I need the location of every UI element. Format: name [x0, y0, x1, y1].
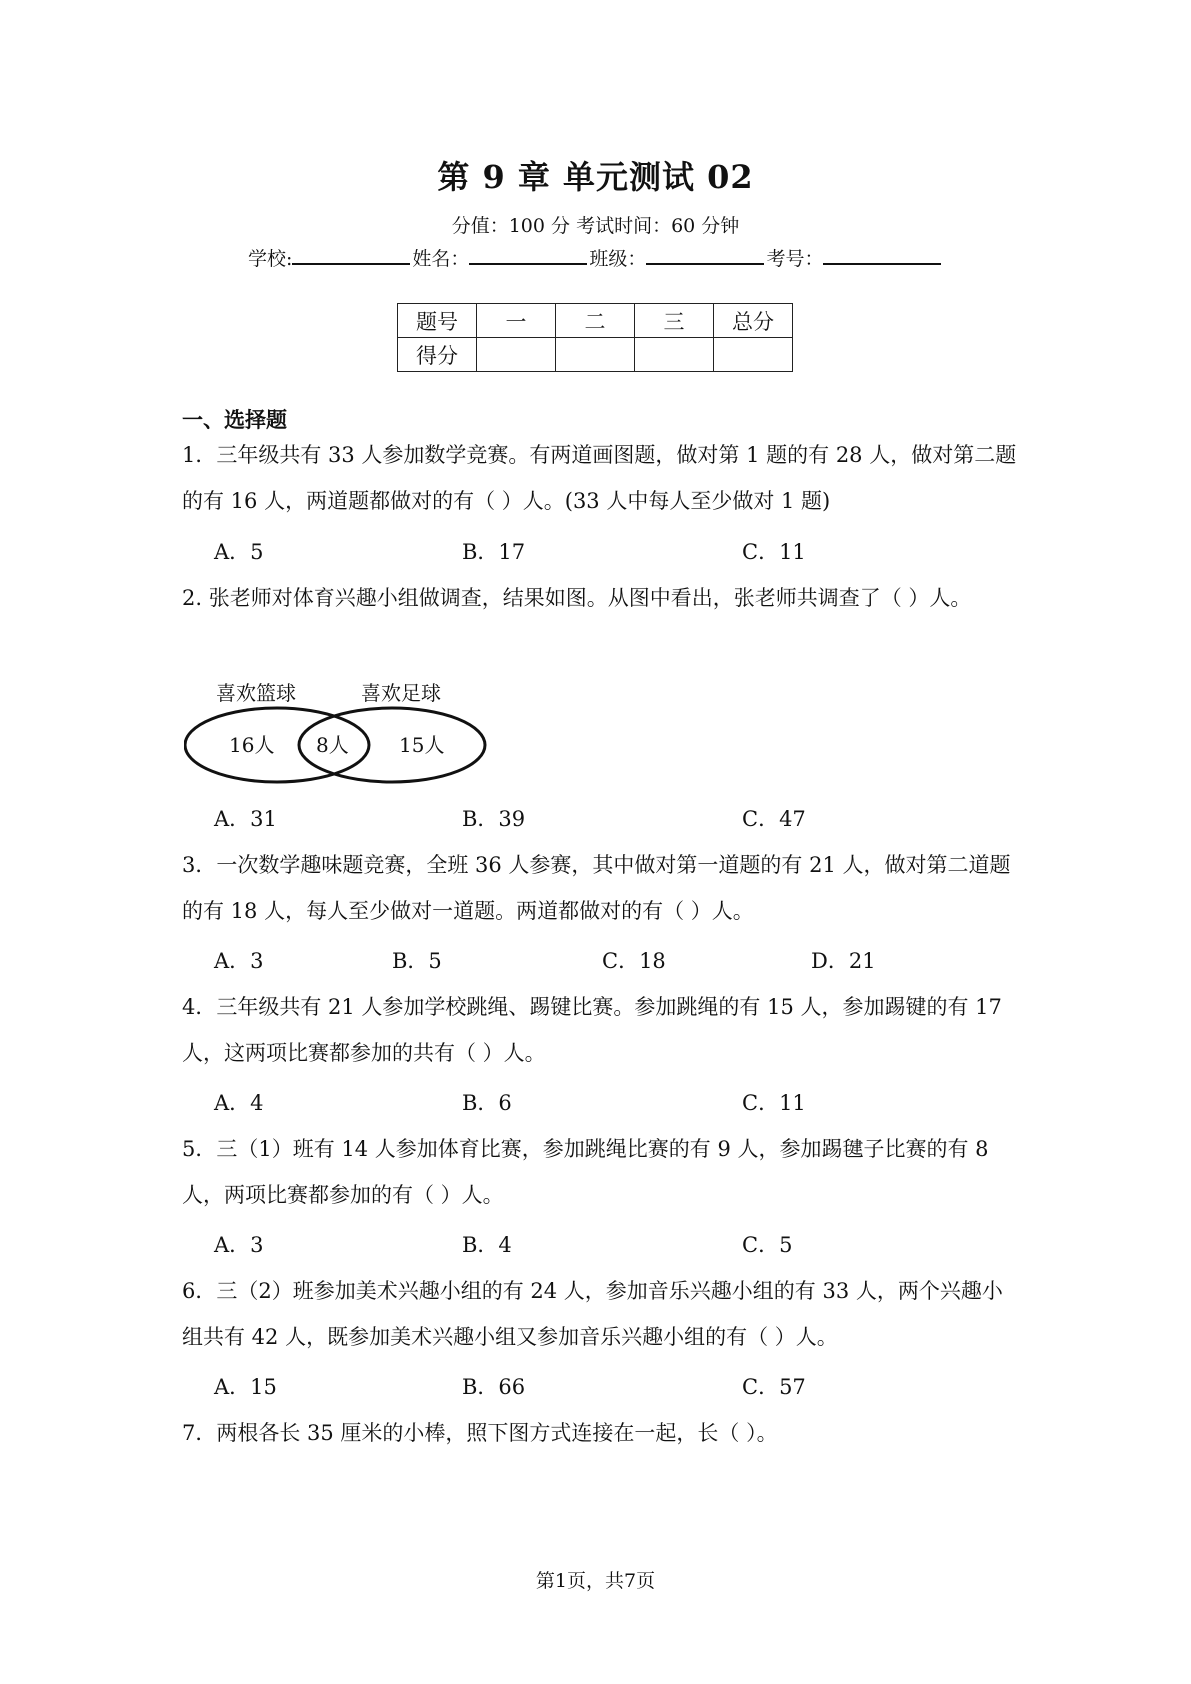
venn-diagram: [184, 670, 494, 785]
score-table: [397, 303, 793, 372]
score-cell[interactable]: [477, 338, 556, 372]
venn-left-label: 喜欢篮球: [216, 681, 296, 705]
option[interactable]: B．6: [462, 1091, 512, 1115]
option[interactable]: A．31: [214, 807, 277, 831]
question-7: 7．两根各长 35 厘米的小棒，照下图方式连接在一起，长（ ）。: [182, 1421, 778, 1445]
option[interactable]: C．47: [742, 807, 806, 831]
question-5: 5．三（1）班有 14 人参加体育比赛，参加跳绳比赛的有 9 人，参加踢毽子比赛的有 8 人，两项比赛都参加的有（ ）人。: [182, 1137, 989, 1207]
score-table-score-row: [398, 338, 793, 372]
name-label: 姓名：: [412, 248, 470, 270]
question-6: 6．三（2）班参加美术兴趣小组的有 24 人，参加音乐兴趣小组的有 33 人，两个兴趣小组共有 42 人，既参加美术兴趣小组又参加音乐兴趣小组的有（ ）人。: [182, 1279, 1003, 1349]
number-label: 考号：: [766, 248, 824, 270]
option[interactable]: B．17: [462, 540, 526, 564]
exam-subtitle: 分值：100 分 考试时间：60 分钟: [451, 215, 740, 237]
score-header-cell: 二: [556, 304, 635, 338]
class-blank[interactable]: [646, 245, 764, 265]
option[interactable]: C．18: [602, 949, 666, 973]
name-blank[interactable]: [469, 245, 587, 265]
class-label: 班级：: [589, 248, 647, 270]
student-info-line: [248, 244, 943, 271]
venn-left-value: 16人: [229, 733, 275, 757]
option[interactable]: A．4: [214, 1091, 264, 1115]
venn-right-label: 喜欢足球: [361, 681, 441, 705]
question-2: 2. 张老师对体育兴趣小组做调查，结果如图。从图中看出，张老师共调查了（ ）人。: [182, 586, 972, 610]
score-header-cell: 题号: [398, 304, 477, 338]
score-header-cell: 一: [477, 304, 556, 338]
number-blank[interactable]: [823, 245, 941, 265]
score-cell[interactable]: [556, 338, 635, 372]
score-cell[interactable]: [714, 338, 793, 372]
option[interactable]: C．11: [742, 1091, 806, 1115]
option[interactable]: C．57: [742, 1375, 806, 1399]
score-row-label: 得分: [398, 338, 477, 372]
school-blank[interactable]: [292, 245, 410, 265]
option[interactable]: A．15: [214, 1375, 277, 1399]
score-header-cell: 三: [635, 304, 714, 338]
question-3: 3．一次数学趣味题竞赛，全班 36 人参赛，其中做对第一道题的有 21 人，做对第二道题的有 18 人，每人至少做对一道题。两道都做对的有（ ）人。: [182, 853, 1011, 923]
option[interactable]: B．66: [462, 1375, 526, 1399]
page-title: 第 9 章 单元测试 02: [437, 158, 754, 196]
option[interactable]: C．11: [742, 540, 806, 564]
option[interactable]: C．5: [742, 1233, 793, 1257]
question-4: 4．三年级共有 21 人参加学校跳绳、踢键比赛。参加跳绳的有 15 人，参加踢键的有 17 人，这两项比赛都参加的共有（ ）人。: [182, 995, 1002, 1065]
venn-right-value: 15人: [399, 733, 445, 757]
option[interactable]: A．5: [214, 540, 264, 564]
option[interactable]: B．39: [462, 807, 526, 831]
question-1: 1．三年级共有 33 人参加数学竞赛。有两道画图题，做对第 1 题的有 28 人，做对第二题的有 16 人，两道题都做对的有（ ）人。(33 人中每人至少做对 1 题): [182, 443, 1017, 513]
school-label: 学校:: [248, 248, 293, 270]
section-title: 一、选择题: [182, 407, 287, 432]
score-header-cell: 总分: [714, 304, 793, 338]
score-table-header-row: [398, 304, 793, 338]
score-cell[interactable]: [635, 338, 714, 372]
option[interactable]: B．4: [462, 1233, 512, 1257]
option[interactable]: D．21: [811, 949, 876, 973]
option[interactable]: A．3: [214, 949, 264, 973]
venn-overlap-value: 8人: [316, 733, 349, 757]
page-footer: 第1页，共7页: [535, 1570, 656, 1592]
option[interactable]: B．5: [392, 949, 442, 973]
option[interactable]: A．3: [214, 1233, 264, 1257]
